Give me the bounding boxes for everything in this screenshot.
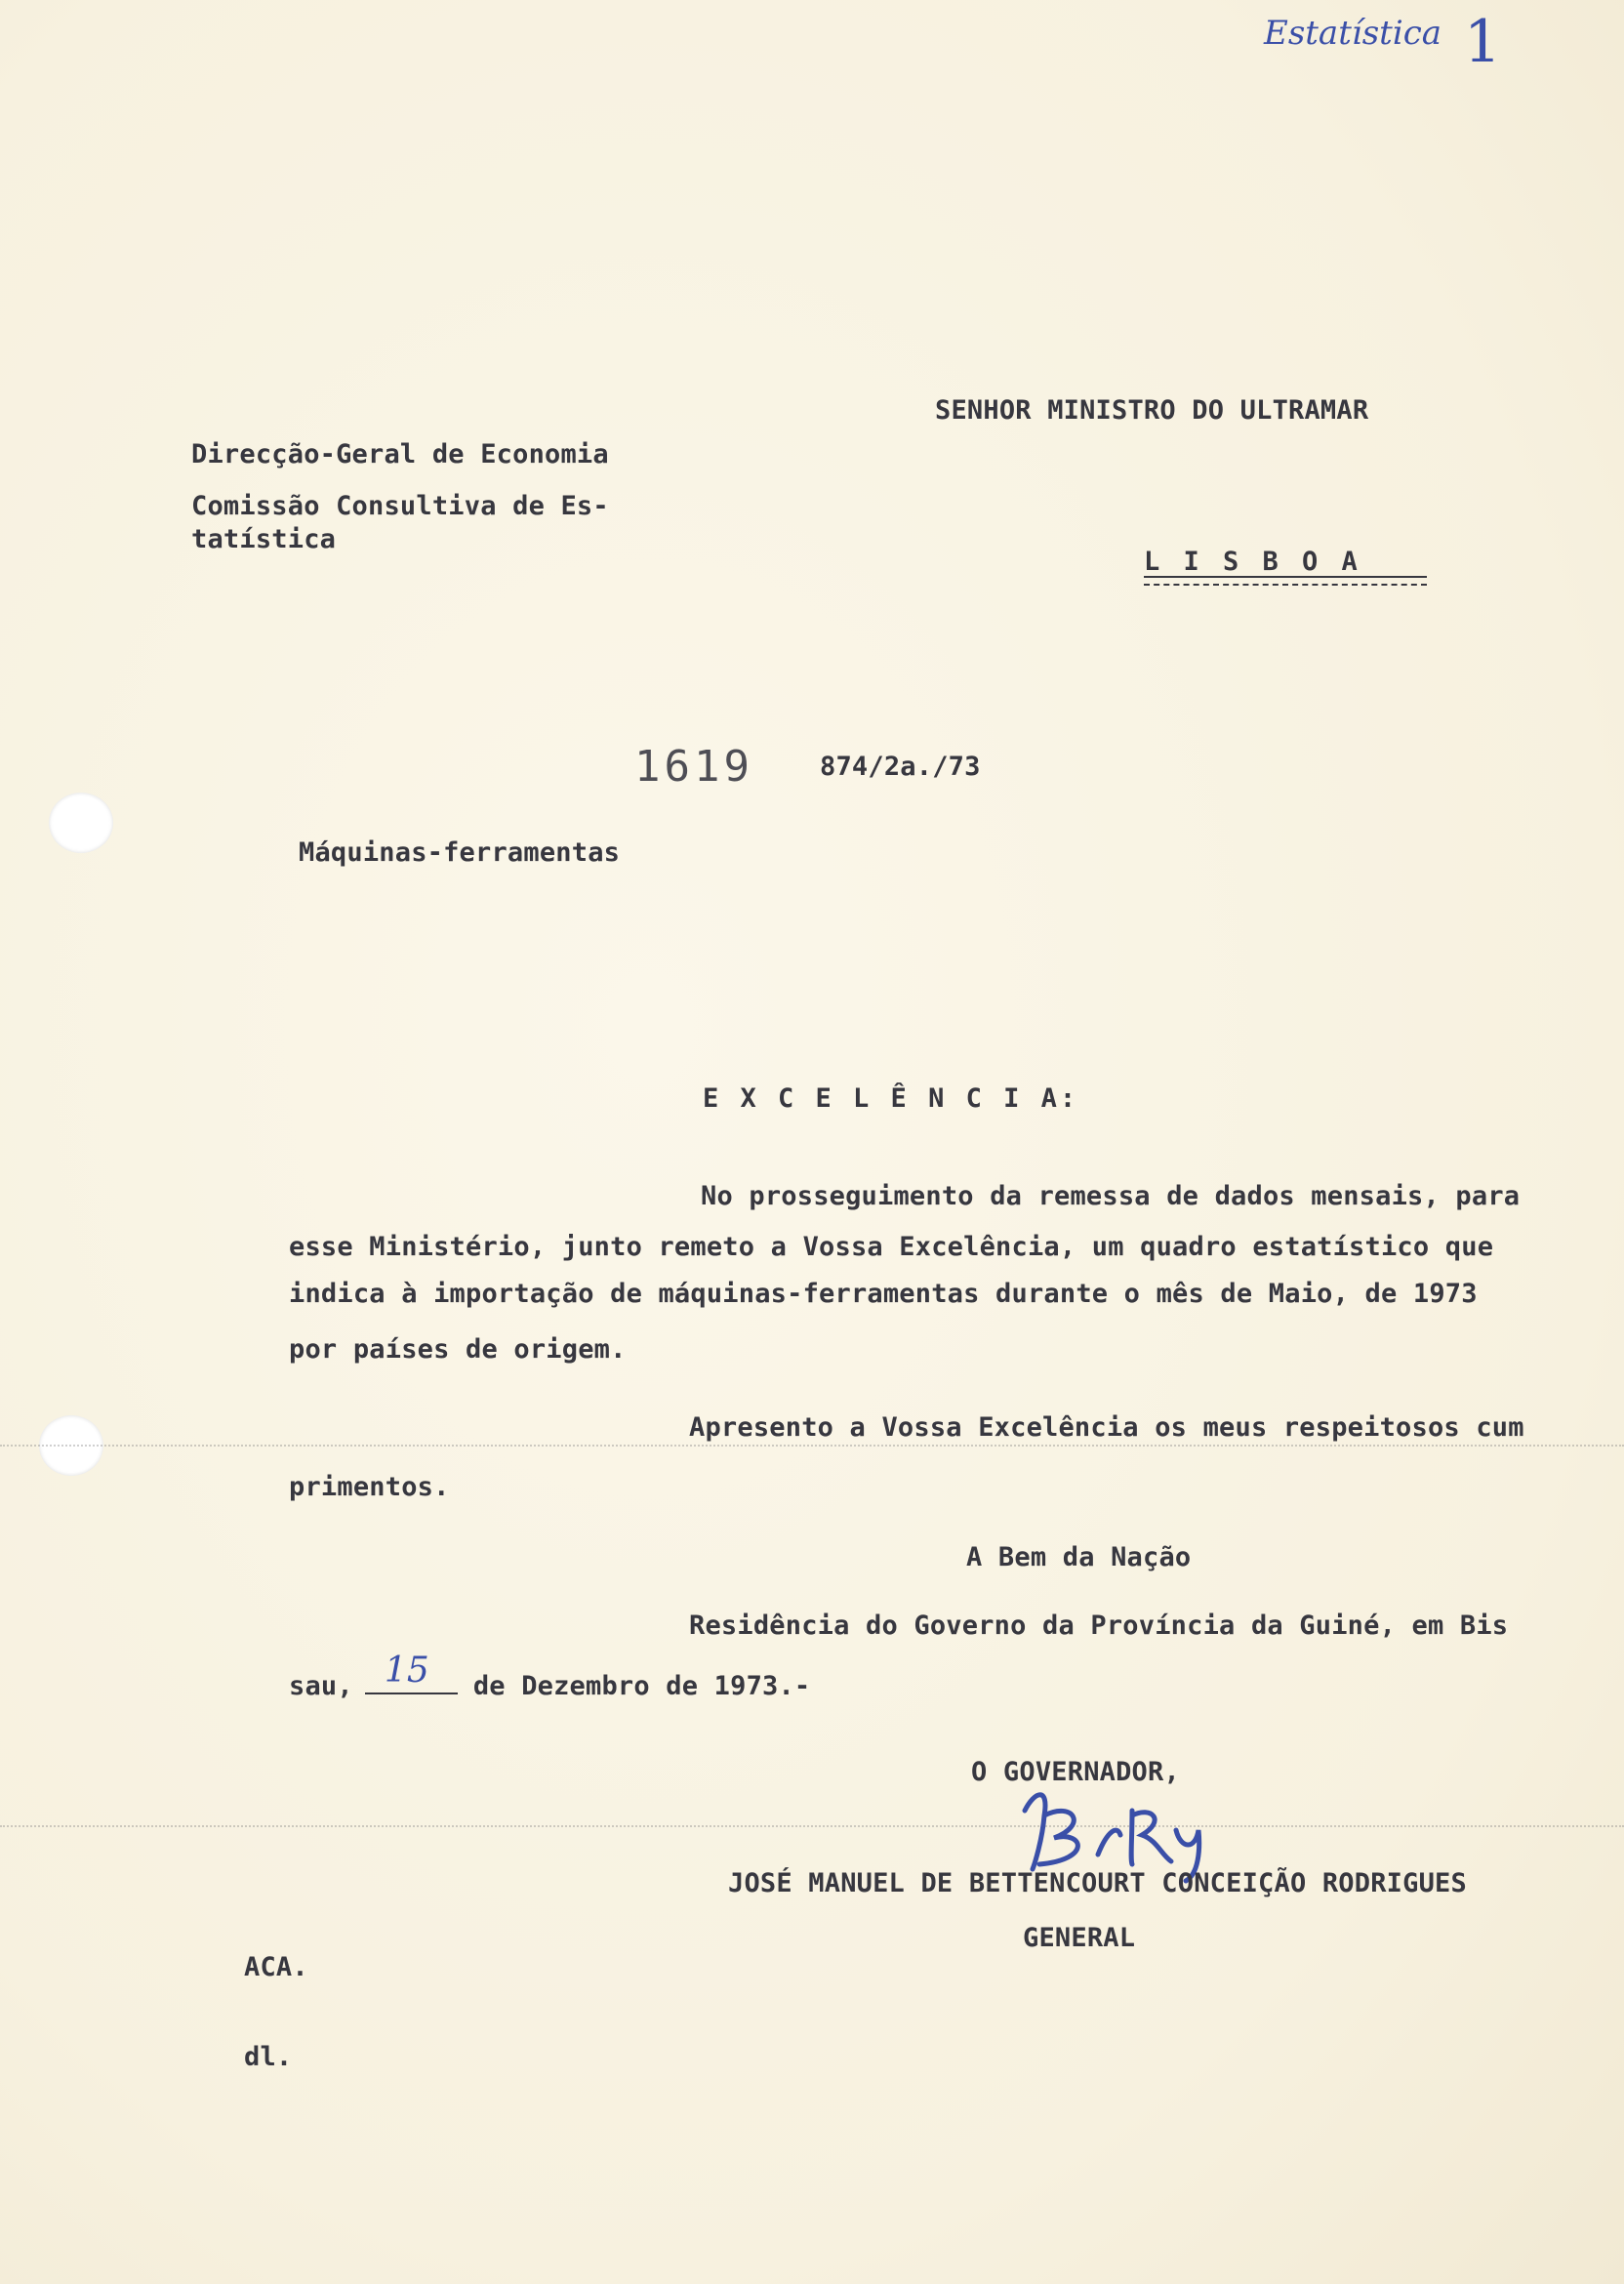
signatory-role: O GOVERNADOR,: [971, 1757, 1180, 1787]
salutation: E X C E L Ê N C I A:: [703, 1083, 1079, 1114]
addressee-city: L I S B O A: [1144, 547, 1361, 577]
initials-line-1: ACA.: [244, 1952, 308, 1982]
corner-annotation: Estatística: [1264, 14, 1442, 53]
sender-line-1: Direcção-Geral de Economia: [191, 439, 609, 469]
closing-place-line-2: [289, 1651, 811, 1701]
fold-line-upper: [0, 1445, 1624, 1448]
body-p2-line-2: primentos.: [289, 1472, 450, 1502]
punch-hole-top: [49, 793, 113, 853]
city-underline: [1144, 576, 1427, 586]
body-p2-line-1: Apresento a Vossa Excelência os meus respeitosos cum: [689, 1412, 1524, 1443]
addressee-title: SENHOR MINISTRO DO ULTRAMAR: [935, 395, 1369, 426]
day-handwritten: 15: [384, 1651, 430, 1691]
body-p1-line-2: esse Ministério, junto remeto a Vossa Excelência, um quadro estatístico que: [289, 1232, 1494, 1262]
subject-line: Máquinas-ferramentas: [299, 837, 621, 868]
corner-number: 1: [1464, 8, 1502, 76]
sender-line-3: tatística: [191, 524, 337, 554]
place-line-2-suffix: de Dezembro de 1973.-: [472, 1671, 811, 1701]
body-p1-line-3: indica à importação de máquinas-ferramentas durante o mês de Maio, de 1973: [289, 1279, 1478, 1309]
signatory-rank: GENERAL: [1023, 1923, 1136, 1953]
closing-place-line-1: Residência do Governo da Província da Guiné, em Bis: [689, 1611, 1509, 1641]
sender-line-2: Comissão Consultiva de Es-: [191, 491, 609, 521]
closing-motto: A Bem da Nação: [966, 1542, 1192, 1572]
fold-line-lower: [0, 1825, 1624, 1829]
initials-line-2: dl.: [244, 2042, 293, 2072]
signatory-name: JOSÉ MANUEL DE BETTENCOURT CONCEIÇÃO RODRIGUES: [728, 1868, 1467, 1898]
body-p1-line-4: por países de origem.: [289, 1334, 627, 1365]
place-line-2-prefix: sau,: [289, 1671, 353, 1701]
stamp-number: 1619: [634, 742, 753, 792]
reference-number: 874/2a./73: [820, 752, 981, 782]
body-p1-line-1: No prosseguimento da remessa de dados mensais, para: [701, 1181, 1521, 1211]
day-blank: [365, 1651, 458, 1694]
